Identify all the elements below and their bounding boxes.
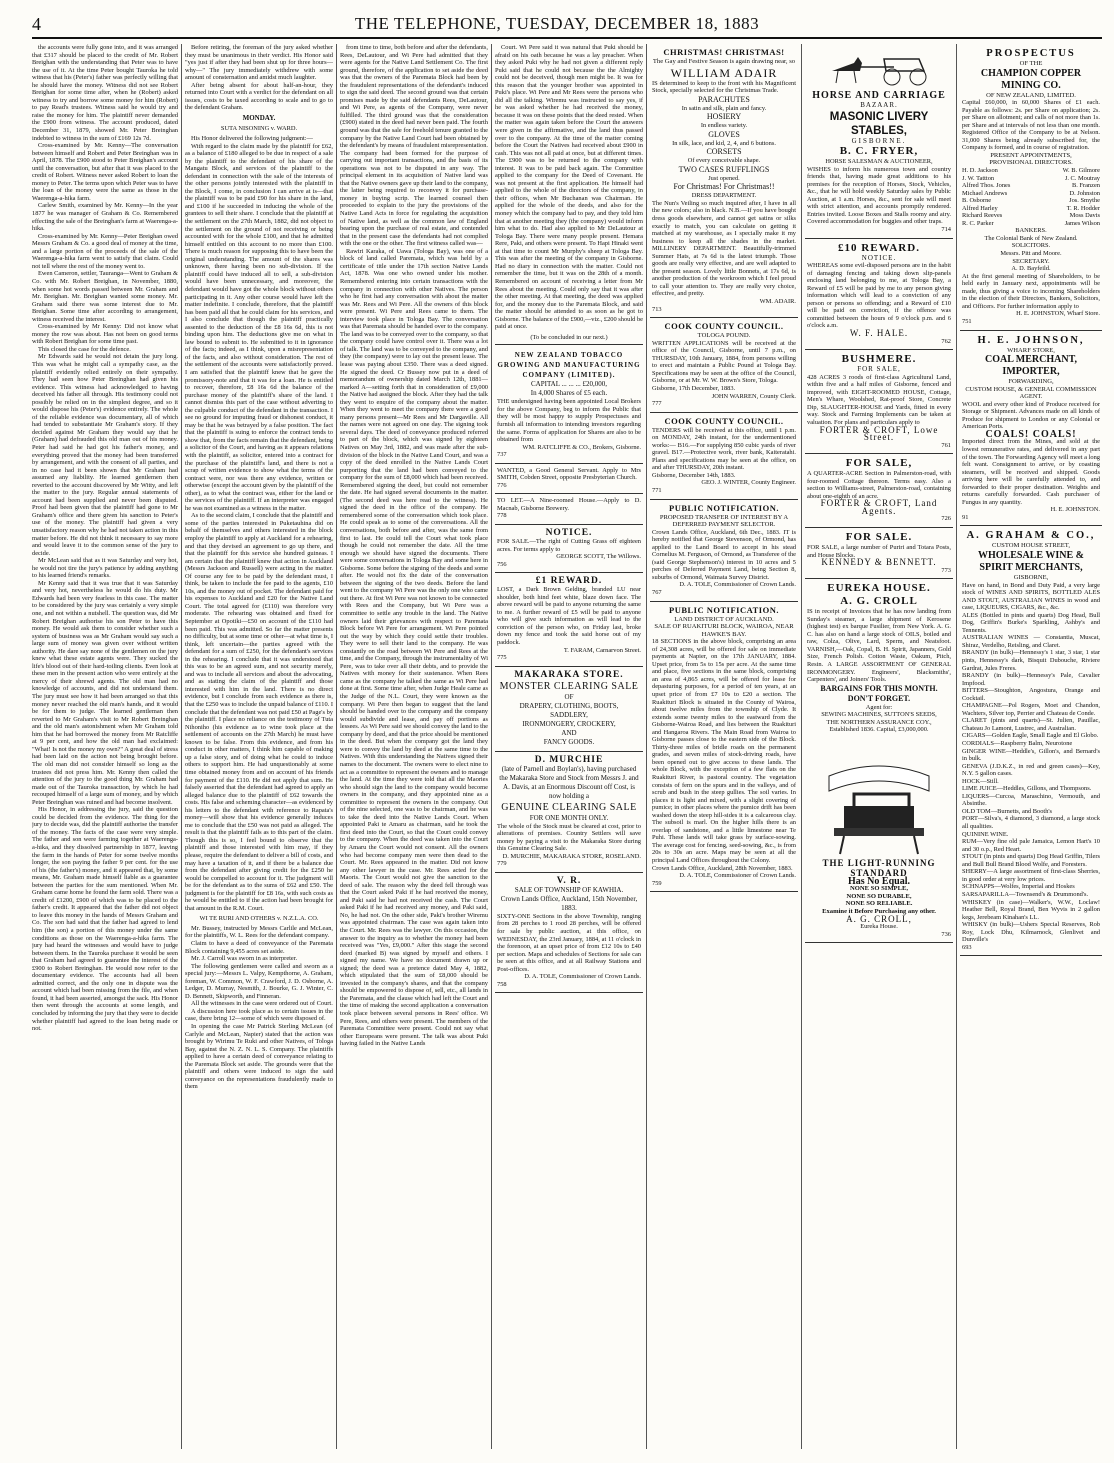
ad-body: The Nun's Veiling so much inquired after, I have in all the new colors; also in black. N.B.—If you have bought dress goods elsewhere, and cannot get satins or silks exactly to match, you can calculate on getting it matched at my warehouse, as I specially make it my business to keep all the shades in the market. MILLINERY DEPARTMENT. Beautifully-trimmed Summer Hats, at 7s 6d is the latest triumph. Those goods are really very effective, and are well adapted to the present season. Lovely little Bonnets, at 17s 6d, is another production of the workroom which I feel proud to call your attention to. They are really very choice, effective, and pretty. bbox=[652, 199, 796, 298]
horse-carriage-icon bbox=[824, 49, 934, 87]
price-list-item: BITTERS—Stoughton, Angostura, Orange and Cocktail. bbox=[962, 687, 1100, 702]
continued-note: (To be concluded in our next.) bbox=[530, 333, 608, 341]
ad-body: TO LET.—A Nine-roomed House.—Apply to D. Macnab, Gisborne Brewery. bbox=[497, 497, 641, 512]
article-paragraph: The following gentlemen were called and sworn as a special jury:—Messrs L. Valpy, Kempthorne, A. Graham, foreman, W. Common, W. F. Crawford, J. D. Osborne, A. Ledger, D. Murray, Nesmith, J. Bourke, G. J. Winter, C. D. Bennett, Skipworth, and Finneran. bbox=[185, 962, 333, 1000]
article-paragraph: Before retiring, the foreman of the jury asked whether they must be unanimous in their verdict. His Honor said "yes just if after they had been shut up for three hours—why—" The jury immediately withdrew with some amount of consternation and amidst much laughter. bbox=[185, 44, 333, 82]
ad-body: WRITTEN APPLICATIONS will be received at the office of the Council, Gisborne, until 7 p.m., on THURSDAY, 10th January, 1884, from persons willing to erect and maintain a Public Pound at Tologa Bay. Specifications may be seen at the office of the Council, Gisborne, or at Mr. W. W. Brown's Store, Tologa. bbox=[652, 339, 796, 385]
ad-title: FOR SALE, bbox=[845, 457, 913, 470]
ad-signature: GEORGE SCOTT, The Willows. bbox=[556, 553, 641, 561]
column-6 bbox=[805, 44, 953, 1449]
ad-subtitle: CUSTOM HOUSE, & GENERAL COMMISSION AGENT. bbox=[965, 385, 1097, 401]
ad-title: PUBLIC NOTIFICATION. bbox=[669, 604, 779, 615]
article-paragraph: His Honor delivered the following judgment:— bbox=[191, 135, 313, 143]
ad-subtitle: NOTICE. bbox=[861, 253, 897, 262]
column-rule bbox=[491, 44, 492, 1449]
ad-item: THE NORTHERN ASSURANCE COY., bbox=[826, 718, 932, 726]
column-rule bbox=[336, 44, 337, 1449]
ad-number: 776 bbox=[497, 481, 507, 489]
article-paragraph: Mr. J. Carroll was sworn in as interpreter. bbox=[191, 955, 298, 963]
ad-headline: COALS! COALS! bbox=[985, 428, 1077, 440]
advertisement bbox=[495, 752, 643, 873]
article-paragraph: After being absent for about half-an-hour, they returned into Court with a verdict for the defendant on all issues, costs to be taxed according to scale and to go to the defendant Graham. bbox=[185, 81, 333, 112]
column-5 bbox=[650, 44, 798, 1449]
ad-signature: FORTER & CROFT, Lowe Street. bbox=[819, 424, 939, 443]
ad-item: HOSIERY bbox=[706, 112, 742, 122]
ad-headline: CHAMPION COPPER MINING CO. bbox=[980, 67, 1082, 91]
price-list-item: PORT—Silva's, 4 diamond, 3 diamond, a large stock all qualities. bbox=[962, 815, 1100, 831]
section-heading: MONDAY. bbox=[242, 113, 276, 122]
ad-item: For Christmas! For Christmas!! bbox=[673, 182, 775, 192]
director-name: T. R. Hodder bbox=[1066, 204, 1100, 212]
ad-signature: FORTER & CROFT, Land Agents. bbox=[820, 498, 938, 516]
price-list-item: WHISKEY (in case)—Walker's, W.W., Loclaw! Heather Bell, Royal Brand, Ben Wyvis in 2 gallon kegs, Jerebeam Kinahan's LL. bbox=[962, 898, 1100, 921]
advertisement bbox=[650, 318, 798, 412]
column-rule bbox=[956, 44, 957, 1449]
ad-name: B. C. FRYER, bbox=[839, 145, 919, 158]
ad-place: Eureka House. bbox=[860, 923, 898, 931]
ad-line: SADDLERY, bbox=[550, 710, 588, 719]
ad-body: WISHES to inform his numerous town and country friends that, having made great additions to his premises for the reception of Horses, Stock, Vehicles, &c., that he will hold weekly Saturday sales by Public Auction, at 1 a.m. Horses, &c., sent for sale will meet with strict attention, and accounts promptly rendered. Entries invited. Loose Boxes and Stalls roomy and airy. Covered accommodation for buggies and other traps. bbox=[807, 165, 951, 226]
ad-subtitle: WHARF STORE, bbox=[1007, 346, 1055, 354]
ad-item: TWO CASES RUFFLINGS bbox=[678, 164, 770, 174]
ad-body: 428 ACRES 3 roods of first-class Agricultural Land, within five and a half miles of Gisborne, fenced and improved, with EIGHT-ROOMED HOUSE, Cottage, Men's Whare, Woolshed, Rat-proof Store, Concrete Dip, SLAUGHTER-HOUSE and Yards, fitted in every way. Stock and Farming Implements can be taken at valuation. For plans and particulars apply to bbox=[807, 373, 951, 426]
ad-signature: D. MURCHIE, MAKARAKA STORE, ROSELAND. bbox=[502, 852, 641, 860]
case-heading: WI TE RURI AND OTHERS v. N.Z.L.A. CO. bbox=[199, 915, 319, 923]
director-row bbox=[962, 205, 1100, 213]
ad-body: FOR SALE.—The right of Cutting Grass off eighteen acres. For terms apply to bbox=[497, 537, 641, 553]
ad-role: HORSE SALESMAN & AUCTIONEER, bbox=[825, 158, 933, 166]
advertisement bbox=[960, 526, 1102, 956]
ad-body: Have on hand, in Bond and Duty Paid, a very large stock of WINES AND SPIRITS, BOTTLED ALES AND STOUT, AUSTRALIAN WINES in wood and case, LIQUEURS, CIGARS, &c., &c. bbox=[962, 581, 1100, 612]
ad-place: GISBORNE. bbox=[851, 136, 907, 145]
ad-item: PARACHUTES bbox=[698, 94, 750, 104]
director-name: Alfred Thos. Jones bbox=[962, 182, 1011, 190]
ad-number: 779 bbox=[497, 860, 507, 868]
ad-item: Agent for: bbox=[865, 703, 893, 711]
ad-body: 18 SECTIONS in the above block, comprising an area of 24,308 acres, will be offered for sale on immediate payments at Napier, on the 17th JANUARY, 1884. Upset price, from 5s to 15s per acre. At the same time and place, five sections in the same block, comprising an area of 4,865 acres, will be offered for lease for depasturing purposes, for a period of ten years, at an upset price of from £7 10s to £20 a section. The Ruakituri Block is situated in the County of Wairoa, about twelve miles from the township of Clyde. It extends some twenty miles to the eastward from the Gisborne-Wairoa Road, and lies between the Ruakituri and Hangaroa Rivers. The Main Road from Wairoa to Gisborne passes close to the eastern side of the Block. Thirty-three miles of bridle roads on the permanent grades, and seven miles of stock-driving roads, have been opened out to give access to these lands. The whole Block, with the exception of a few flats on the Ruakituri River, is pastoral country. The vegetation consists of fern on the spurs and in the valleys, and of scrub and bush in the steep gullies. The soil varies. In places it is light and mixed, with a slight covering of pumice; in other places where the pumice drift has been washed down the steep hill-sides it is a calcareous clay. The subsoil is marl. On the higher hills there is an overlap of sandstone, and a little limestone near Te Puhi. These lands will take grass by surface-sowing. The average cost for fencing, seed-sowing, &c., is from 20s to 30s an acre. Maps may be seen at all the principal Land Offices throughout the Colony. bbox=[652, 638, 796, 865]
ad-line: FANCY GOODS. bbox=[543, 737, 595, 746]
ad-number: 737 bbox=[497, 451, 507, 459]
ad-item: In endless variety. bbox=[700, 122, 748, 130]
ad-body: At the first general meeting of Shareholders, to be held early in January next, appointments will be made, thus giving a voice to incoming Shareholders in the election of their Directors, Bankers, Solicitors, and Officers. For further information apply to bbox=[962, 272, 1100, 310]
article-paragraph: In opening the case Mr Patrick Sterling McLean (of Carlyle and McLean, Napier) stated that the action was brought by Wirimu Te Ruki and other Natives, of Tologa Bay, against the N. Z. N. L. S. Company. The plaintiffs applied to have a certain deed of conveyance relating to the Paremata Block set aside. The grounds were that the plaintiff and others were induced to sign the said conveyance on the representations fraudulently made to them bbox=[185, 1023, 333, 1091]
ad-item: In silk, lace, and kid, 2, 4, and 6 buttons. bbox=[672, 139, 776, 147]
ad-title: D. MURCHIE bbox=[534, 754, 604, 765]
divider bbox=[495, 344, 643, 345]
advertisement bbox=[495, 667, 643, 752]
director-name: J. C. Moutray bbox=[1064, 174, 1100, 182]
advertisement bbox=[650, 413, 798, 500]
ad-item: PRESENT APPOINTMENTS, bbox=[990, 151, 1072, 159]
ad-title: NOTICE. bbox=[545, 527, 593, 538]
ad-number: 758 bbox=[497, 980, 507, 988]
price-list-item: CLARET (pints and quarts)—St. Julien, Pauillac, Chateau Jo Lamont, Lustrec, and Australian. bbox=[962, 717, 1100, 732]
article-paragraph: Mr McLean said that as it was Saturday and very hot, he would not tire the jury's patience by adding anything to his learned friend's remarks. bbox=[32, 557, 178, 580]
ad-subtitle: The Gay and Festive Season is again drawing near, so bbox=[652, 58, 796, 65]
ad-item: Just opened. bbox=[708, 174, 740, 182]
director-name: B. Osborne bbox=[962, 197, 992, 205]
director-name: Jos. Smythe bbox=[1069, 197, 1100, 205]
ad-item: The Colonial Bank of New Zealand. bbox=[984, 234, 1078, 242]
article-paragraph: Court. Wi Pere said it was natural that Puki should be afraid on his oath because he was a lay preacher. When they asked Puki why he had not given a different reply Puki said that he could not because the the Almighty could not be deceived, though men might be. It was for this reason that the younger brother was appointed in Puki's place. Wi Pere and Mr Rees were the persons who did all the talking. Wiremu was instructed to say yes, if he was asked whether he had received the money, because it was on these points that the deed rested. When the matter was again taken before the Court the answers were given in the affirmative, and the land thus passed over to the company. At the time of the matter coming before the Court the Natives had received about £900 in cash. This was not all paid at once, but at different times. The £900 was to be returned to the company with interest. It was to be paid back again. The Committee applied to the company for the Deed of Covenant. He was not present at the first application. He himself had applied to the whole of the directors of the company, in their offices, when Mr Buchanan was Chairman. He applied for the whole of the deeds, and also for the money which the company had to pay, and they told him that at another meeting they (the company) would inform him what to do. Had also applied to Mr DeLautour at Tologa Bay. There were many people present. Hemara Rere, Paki, and others were present. To Hapi Hinaki went at that time to count Mr Murphy's sheep at Tologa Bay. This was after the meeting of the company in Gisborne. Had no diary in connection with the matter. Could not remember the time, but it was on the 28th of a month. Remembered on account of receiving a letter from Mr Rees about the meeting. Could only say that it was after the other meeting. At that meeting, the deed was applied for, and the money due to the Paremata Block, and said the matter should be attended to as soon as he got to Gisborne. The balance of the £900,—viz., £200 should be paid at once. bbox=[495, 44, 643, 331]
price-list-item: AUSTRALIAN WINES — Constantia, Muscat, Shiraz, Verdelho, Reisling, and Claret. bbox=[962, 634, 1100, 649]
article-paragraph: As to the second claim, I conclude that the plaintiff and some of the parties interested in Puketauhina did on behalf of themselves and others interested in the block employ the plaintiff to apply at Auckland for a rehearing, and that they devised an agreement to go up there, and that the plaintiff for this service she hundred guineas. I am certain that the plaintiff knew that action in Auckland (Messrs Jackson and Russell) were acting in the matter. Of course any fee to be paid by the defendant must, I think, be taken to include the fee paid to the agents, £10 10s, and the money out of pocket. The defendant paid for his expenses to Auckland and £20 for the Native Land Court. The total agreed for (£110) was therefore very moderate. The rehearing was obtained and fixed for September at Opotiki—£50 on account of the £110 had been paid. This was admitted. So far the matter presents no difficulty, but at some time or other—at what time is, I think, left uncertain—the parties agreed with the defendant for a sum of £250, for the defendant's services in the rehearing. I conclude that it was understood that this was to be an agreed sum, and not security merely, and was to include all services and about the advocating, and as stating the claim of the plaintiff and those interested with him in the land. There is no direct evidence, but I conclude from such evidence as there is, that the £250 was to include the unpaid balance of £110. I conclude that the defendant was not paid £50 at Page's by the plaintiff. I place no reliance on the testimony of Tuta Nihoniho (his evidence as to wine took place at the settlement of accounts on the 27th March) he must have known to be false. From this evidence, and from his conduct in other matters, I think him capable of making up a false story, and of doing what he could to induce others to support him. He had unquestionably at some time obtained money from and on account of his friends for payment of the £110. He did not apply that sum. He falsely asserted that the defendant had agreed to apply an alleged balance due to the plaintiff of £62 towards the costs. His false and scheming character—as evidenced by his letters to the defendant with reference to Rapata's money—will show that his evidence generally induces me to conclude that the £50 was not paid as alleged. The result is that the plaintiff fails as to this part of the claim. Though this is so, I feel bound to observe that the plaintiff and those interested with him may, if they please, require the defendant to deliver a bill of costs, and may have a taxation of it, and if there be a balance due from the defendant after giving credit for the £250 he would be compelled to account for it. The judgment will be for the defendant as to the sums of £62 and £50. The judgment is for the plaintiff for £8 16s, with such costs as he would be entitled to if the action had been brought for that amount in the R.M. Court. bbox=[185, 512, 333, 912]
ad-subtitle: CUSTOM HOUSE STREET, bbox=[992, 542, 1070, 550]
ad-signature: KENNEDY & BENNETT. bbox=[821, 557, 937, 568]
ad-number: 777 bbox=[652, 400, 662, 408]
ad-title: £10 REWARD. bbox=[838, 241, 920, 254]
ad-body: IS determined to keep to the front with his Magnificent Stock, specially selected for the Christmas Trade. bbox=[652, 79, 796, 95]
advertisement bbox=[650, 500, 798, 602]
column-rule bbox=[646, 44, 647, 1449]
director-name: J. W. Tattton bbox=[962, 174, 995, 182]
ad-body: Imported direct from the Mines, and sold at the lowest remunerative rates, and delivered in any part of the town. The Forwarding Agency will meet a long felt want. Consignment to arrive, or by coasting steamers, will be received and shipped. Goods arriving here will be carefully attended to, and forwarded to their proper destination. Weights and returns carefully forwarded. Cash purchaser of Fungus in any quantity. bbox=[962, 438, 1100, 506]
advertisement bbox=[495, 464, 643, 495]
article-paragraph: Mr Edwards said he would not detain the jury long. This was what he might call a sympathy case, as the plaintiff evidently relied entirely on their sympathy. They had seen how Peter Breinghan had given his evidence. This witness had acknowledged to having deceived his father all through. His testimony could not possibly be relied on in the simplest degree, and so it would dispose his (Peter's) evidence entirely. The whole of the reliable evidence was documentary, all of which had tended to substantiate Mr Graham's story. If they decided against Mr Graham they would say that he (Graham) had defrauded this old man out of his money. Peter had said he had got his father's money, and everything proved that the money had been transferred by arrangement, and with the consent of all parties, and in no case had it been shown that Mr Graham had assumed any liability. He learned gentlemen then reverted to the account discovered by Mr Witty, and left the matter to the jury. Regular annual statements of account had been supplied and never been disputed. Proof had been given that the plaintiff had gone to Mr Graham's office and there given his sanction to Peter's use of the money. The plaintiff had given a very unsatisfactory reason why he had not taken action in this matter before. He did not think it necessary to say more and would leave it to the common sense of the jury to decide. bbox=[32, 353, 178, 557]
ad-headline: COAL MERCHANT, IMPORTER, bbox=[984, 354, 1078, 378]
price-list-item: LIQUERS—Curcoa, Maraschino, Vermouth, and Absinthe. bbox=[962, 792, 1100, 808]
ad-item: SEWING MACHINES, SUTTON'S SEEDS, bbox=[821, 711, 937, 719]
ad-signature: WM. ADAIR. bbox=[759, 298, 796, 306]
ad-number: 726 bbox=[941, 515, 951, 523]
price-list-item: SCHNAPPS—Wolfes, Imperial and Hoskes bbox=[962, 883, 1075, 891]
ad-footer-line: NONE SO DURABLE, bbox=[846, 892, 912, 900]
ad-signature: D. A. TOLE, Commissioner of Crown Lands. bbox=[679, 581, 796, 589]
ad-signature: D. A. TOLE, Commissioner of Crown Lands. bbox=[524, 973, 641, 981]
ad-item: SECRETARY. bbox=[1012, 257, 1050, 265]
article-paragraph: Cross-examined by Mr Kenny: Did not know what money the row was about. Has not been on good terms with Robert Breighan for some time past. bbox=[32, 323, 178, 346]
column-rule bbox=[181, 44, 182, 1449]
ad-number: 762 bbox=[941, 337, 951, 345]
column-rule bbox=[801, 44, 802, 1449]
ad-line: Crown Lands Office, Auckland, 15th November, 1883. bbox=[500, 894, 638, 912]
ad-name: A. G. CROLL bbox=[840, 595, 918, 608]
ad-date: Gisborne, 17th December, 1883. bbox=[652, 384, 736, 392]
ad-item: PROVISIONAL DIRECTORS. bbox=[989, 159, 1073, 167]
director-name: H. D. Jackson bbox=[962, 167, 998, 175]
ad-line: IRONMONGERY, CROCKERY, bbox=[522, 719, 616, 728]
ad-body: WANTED, a Good General Servant. Apply to Mrs SMITH, Cobden Street, opposite Presbyterian Church. bbox=[497, 466, 641, 482]
ad-footer-line: NONE SO SIMPLE, bbox=[849, 885, 909, 893]
ad-signature: H. E. JOHNSTON, Wharf Store. bbox=[1016, 310, 1100, 318]
ad-title: MAKARAKA STORE. bbox=[514, 669, 624, 680]
ad-title: PUBLIC NOTIFICATION. bbox=[669, 502, 779, 513]
price-list-item: BRANDY (in bulk)—Hennessy's 1 star, 3 star, 1 star pints, Hennessy's dark, Bisquit Dubouche, Riviere Gardrat, Jules Freres. bbox=[962, 649, 1100, 672]
ad-body: SIXTY-ONE Sections in the above Township, ranging from 28 perches to 1 rood 28 perches, will be offered for sale by public auction, at this office, on WEDNESDAY, the 23rd January, 1884, at 11 o'clock in the forenoon, at an upset price of from £12 10s to £40 per section. Maps and schedules of Sections for sale can be seen at this office, and at all Railway Stations and Post-offices. bbox=[497, 912, 641, 973]
ad-headline: WHOLESALE WINE & SPIRIT MERCHANTS, bbox=[978, 549, 1084, 573]
ad-place: GISBORNE, bbox=[1013, 573, 1049, 581]
price-list-item: CIGARS—Golden Eagle, Small Eagle and El Globo. bbox=[962, 732, 1099, 740]
ad-number: 751 bbox=[962, 317, 972, 325]
price-list-item: HOCK—Still. bbox=[962, 777, 999, 785]
ad-number: 761 bbox=[941, 441, 951, 449]
ad-title: H. E. JOHNSON, bbox=[977, 334, 1085, 346]
ad-number: 713 bbox=[652, 305, 662, 313]
ad-banner: THE LIGHT-RUNNING STANDARD bbox=[822, 857, 936, 878]
advertisement bbox=[960, 331, 1102, 527]
ad-body: Crown Lands Office, Auckland, 6th Dec., 1883. IT is hereby notified that George Stevenson, of Ormond, has applied to the Land Board to accept in his stead Cornelius M. Ferguson, of Ormond, as Transferee of the (said George Stephenson's) interest in 10 acres and 5 perches of Deferred Payment Land, being Section 8, suburbs of Ormond, Waimata Survey District. bbox=[652, 528, 796, 581]
price-list-item: STOUT (in pints and quarts) Dog Head Griffin, Tilers and Bull Bull Brand Blood Wolfe, and Foresters. bbox=[962, 853, 1100, 868]
column-1 bbox=[32, 44, 178, 1449]
ad-title: CHRISTMAS! CHRISTMAS! bbox=[663, 47, 785, 57]
advertisement bbox=[805, 528, 953, 579]
ad-title: COOK COUNTY COUNCIL. bbox=[664, 415, 784, 426]
ad-signature: A. G. CROLL, bbox=[846, 913, 912, 924]
ad-line: AND bbox=[561, 728, 577, 737]
director-name: W. B. Gilmore bbox=[1062, 167, 1100, 175]
column-2 bbox=[185, 44, 333, 1449]
price-list-item: OLD TOM—Burnetts, and Booth's bbox=[962, 807, 1053, 815]
column-7 bbox=[960, 44, 1102, 1449]
ad-signature: T. FARAM, Carnarvon Street. bbox=[563, 646, 641, 654]
article-paragraph: the accounts were fully gone into, and it was arranged that £317 should be placed to the credit of Mr. Robert Breighan with the understanding that Peter was to have the use of it. At the time Peter bought Tauroka he told witness that his (Peter's) father was perfectly willing that he should have the money. Witness did not see Robert Breighan for some time after, when he (Robert) asked witness to try and borrow some money for him (Robert) to pay Read's trustees. Witness said he would try and raise the money for him. The plaintiff never demanded the £900 from witness. The account produced, dated December 31, 1879, showed Mr. Peter Breinghan indebted to witness in the sum of £169 12s 7d. bbox=[32, 44, 178, 142]
article-paragraph: Rawiri Karaka, of Uawa (Tologa Bay), was one of a block of land called Paremata, which was held by a certificate of title under the 17th section Native Lands Act, 1878. Was one who owned under his mother. Remembered entering into certain transactions with the company in connection with other Natives. The person who he first had any conversation with about the matter was Mr. Rees and Wi Pere. All the owners of this block were present. Wi Pere and Rees came to them. The interview took place in Tologa Bay. The conversation was that Paremata should be handed over to the company. The land was to be conveyed over to the company, so that the company could have control over it. There was a lot of talk. The land was to be conveyed to the company, and they (the company) were to lay out the present lease. The lease was paying about £350. There was a deed signed. He signed the deed. Cr Bussey now put in a deed of memorandum of ownership dated March 12th, 1881—marked A—setting forth that in consideration of £9,000 the Native had assigned the block. After they had the talk they went to enquire of the company about the matter. When they went to meet the company there were a good many persons present—Mr Rees and Mr Dargaville. All the names were not agreed on one day. The signing took several days. The deed of conveyance produced referred to part of the block, which was signed by eighteen Natives on May 3rd, 1882, and was made after the sub-division of the block in the Native Land Court, and was a copy of the deed enrolled in the Native Lands Court purporting that the land had been conveyed to the company for the sum of £8,000 which had been received. Remembered signing the deed, but could not remember the date. He had signed several documents in the matter. (The second deed was here read to the witness). He signed the deed in the office of the company. He remembered some of the conversation which took place. He could speak as to some of the conversations. All the conversations, both before and after, was the same from first to last. He could tell the Court what took place though he could not remember the date. All the time enough we should have signed the documents. There were some conversations in Tologa Bay and some here in Gisborne. Some before the signing of the deeds and some after. He would not fix the date of the conversation between the signing of the two deeds. Before the land went to the company Wi Pere was the only one who came out there. At first Wi Pere was not known to be connected with Rees and the Company, but Wi Pere was a committee to settle any trouble in the land. The Native owners laid their grievances with respect to Paremata Block before Wi Pere for arrangement. Wi Pere pointed out the way by which they could settle their troubles. They were to sell their land to the company. He was constantly on the road between Wi Pere and Rees at the time, and the Company, through the instrumentality of Wi Pere, was to take over all their debts, and to provide the Natives with money for their sustenance. When Rees came as the company he talked the same as Wi Pere had done at first. Some time after, when Judge Heale came as the Judge of the N.L. Court, they were known as the company. Wi Pere then began to suggest that the land should be handed over to the company and the company would subdivide and lease, and pay off portions as lessees. As Wi Pere said we should convey the land to the company by deed, and that the price should be mentioned in the deed. But when the company got the land they were to convey the land by deed at the same time to the Natives. With this understanding the Natives signed their names to the document. The owners were to elect nine to act as a committee to represent the owners and to manage the land. At the time they were told that all the Maories who should sign the land to the company would become owners in the company, and they appointed nine as a committee to represent the owners in the company. Out of the nine selected, one was to be chairman, and he was to take the deed into the Native Lands Court. When appointed Paki te Amaru as chairman, said he took the first deed into the Court, so that the Court could convey to the company. When the deed was taken into the Court by Amaru the Court would not consent. All the owners who had become company men were then dead to the Court. Mr. Rees appeared in the matter. Did not know any other lawyer in the case. Mr. Rees acted for the Maoris. The Court would not give the sanction to the deed of sale. The reason why the deed fell through was that the Court asked Paki if he had received the money, and Paki said he had not received the cash. The Court asked Paki if he had received any money, and Paki said, No, he had not. On the other side, Paki's brother Wiremu was appointed chairman. The case was again taken into the Court. Mr. Rees was the lawyer. On this occasion, the answer to the inquiry as to whether the money had been received was "Yes, £9,000." After this stage the second deed (marked B) was signed by myself and others. I signed my name. We have no document drawn up or signed; the deed was a pretence dated May 4, 1882, which stipulated that the sum of £8,000 should be invested in the company's shares, and that the company should be empowered to dispose of, sell, etc., all lands in the Paremata, and the clause which had left the Court and the time of making the second application a conversation took place between several persons in Rees' office. Wi Pere, Rees, and others were present. The members of the Paremata Committee were present. Could not say what other Europeans were present. The talk was about Puki having failed in the Native Lands bbox=[340, 247, 488, 1048]
ad-number: 771 bbox=[652, 486, 662, 494]
article-paragraph: Mr Kenny said that it was true that it was Saturday and very hot, nevertheless he would do his duty. Mr Edwards had been very fearless in this case. The matter to be considered by the jury was certainly a very simple one, and not within a nutshell. The question was, did Mr Robert Breighan authorise his son Peter to have this money. He would ask them to consider whether such a system of business was as Mr Graham would say such a large sum of money was given over without written authority. He dare say none of the gentlemen on the jury knew what these estate agents were. They sucked the life's blood out of their hard-toiling clients. Even look at these men in the present action who were entirely at the mercy of their shrewd agents. The old man had no knowledge of accounts, and did not understand them. The jury must see how it had been arranged so that this money never reached the old man's hands, and it would be for them to judge. The learned gentleman then reverted to Mr Graham's visit to Mr Robert Breinghan and the old man's astonishment when Mr Graham told him that he had borrowed the money from Mr Ratcliffe at 9 per cent, and how the old man had exclaimed: "What! Is not the money my own?" A great deal of stress had been laid on the action not being brought before. The old man did not consider himself so long as the trustees did not press him. Mr. Kenny then called the attention of the jury to the good thing Mr. Graham had made out of the Tauroka transaction, by which he had recouped himself of a large sum of money, and by which Peter Breinghan was ruined and had become insolvent. bbox=[32, 579, 178, 806]
article-paragraph: Cross-examined by Mr. Kenny—Peter Breighan owed Messrs Graham & Co. a good deal of money at the time, and a large portion of the proceeds of the sale of the Waerenga-a-hika farm went to satisfy that claim. Could not tell where the rest of the money went to. bbox=[32, 232, 178, 270]
case-heading: SUTA NISONING v. WARD. bbox=[220, 125, 298, 133]
price-list-item: SARSAPARILLA—Townsend's & Drummond's. bbox=[962, 890, 1089, 898]
ad-title: COOK COUNTY COUNCIL. bbox=[664, 321, 784, 332]
ad-line: GENUINE CLEARING SALE bbox=[501, 801, 637, 813]
advertisement bbox=[495, 494, 643, 525]
ad-item: CORSETS bbox=[706, 147, 742, 157]
ad-title: BUSHMERE. bbox=[841, 353, 917, 366]
director-row bbox=[962, 182, 1100, 190]
price-list-item: LIME JUICE—Heddles, Gillons, and Thompsons. bbox=[962, 785, 1092, 793]
ad-number: 736 bbox=[941, 930, 951, 938]
ad-signature: D. A. TOLE, Commissioner of Crown Lands. bbox=[679, 872, 796, 880]
ad-line: (late of Parnell and Boylan's), having purchased the Makaraka Store and Stock from Messrs J. and A. Davis, at an Enormous Discount off Cost, is now holding a bbox=[499, 764, 639, 800]
advertisement bbox=[960, 44, 1102, 331]
director-row bbox=[962, 197, 1100, 205]
article-paragraph: All the witnesses in the case were ordered out of Court. bbox=[191, 1000, 333, 1008]
ad-tagline: Has No Equal. bbox=[848, 875, 910, 887]
ad-body: WHEREAS some evil-disposed persons are in the habit of damaging fencing and taking down slip-panels enclosing land belonging to me, at Tologa Bay, a Reward of £5 will be paid by me to any person giving information which will lead to a conviction of any person or persons so offending; and a Reward of £10 will be paid on conviction, if the offence was committed between the hours of 9 o'clock p.m. and 6 o'clock a.m. bbox=[807, 262, 951, 330]
ad-title: £1 REWARD. bbox=[535, 576, 603, 587]
article-paragraph: Cross-examined by Mr. Kenny—The conversation between himself and Robert and Peter Breinghan was in April, 1878. The £900 stood to Peter Breighan's account until the conversation, but after that it was placed to the credit of Robert. Witness never asked Robert to loan the money to Peter. The terms upon which Peter was to have the loan of the money were the same as those in the Waerenga-a-hika farm. bbox=[32, 142, 178, 202]
ad-body: A QUARTER-ACRE Section in Palmerston-road, with four-roomed Cottage thereon. Terms easy. Also a section to Williams-street, Palmerston-road, containing about one-eighth of an acre. bbox=[807, 470, 951, 500]
ad-title: FOR SALE. bbox=[845, 530, 913, 543]
article-paragraph: Ewen Cameron, settler, Tauranga—Went to Graham & Co. with Mr. Robert Breighan, in November, 1880, when some hot words passed between Mr. Graham and Mr. Breighan. Mr. Breighan wanted some money. Mr. Graham said there was some interest due to Mr. Breighan. Some time after according to arrangement, witness received the interest. bbox=[32, 270, 178, 323]
ad-signature: GEO. J. WINTER, County Engineer. bbox=[701, 479, 796, 487]
ad-footer-line: Examine it Before Purchasing any other. bbox=[822, 908, 936, 915]
price-list-item: RUM—Very fine old pale Jamaica, Lemon Hart's 10 and 30 o.p., Red Heart. bbox=[962, 838, 1100, 853]
advertisement bbox=[805, 44, 953, 239]
column-3 bbox=[340, 44, 488, 1449]
ad-item: Messrs. Pitt and Moore. bbox=[1000, 250, 1062, 258]
ad-line: CAPITAL ... ... ... £20,000, bbox=[531, 380, 607, 389]
ad-body: The whole of the Stock must be cleared at cost, prior to alterations of premises. Country Settlers will save money by paying a visit to the Makaraka Store during this Genuine Clearing Sale. bbox=[497, 822, 641, 853]
ad-subtitle: OF NEW ZEALAND, LIMITED. bbox=[986, 91, 1076, 99]
director-name: James Wilson bbox=[1064, 219, 1100, 227]
ad-item: BARGAINS FOR THIS MONTH. bbox=[820, 683, 938, 693]
advertisement bbox=[495, 873, 643, 993]
ad-number: 759 bbox=[652, 879, 662, 887]
ad-item: BANKERS. bbox=[1015, 227, 1047, 235]
article-paragraph: Mr. Bussey, instructed by Messrs Carlile and McLean, for the plaintiffs, W. L. Rees for the defendant company. bbox=[185, 924, 333, 940]
ad-number: 693 bbox=[962, 943, 972, 951]
ad-headline: MASONIC LIVERY STABLES, bbox=[829, 110, 929, 137]
article-paragraph: Claim to have a deed of conveyance of the Paremata Block containing 9,455 acres set aside. bbox=[185, 939, 333, 955]
director-row bbox=[962, 175, 1100, 183]
director-row bbox=[962, 167, 1100, 175]
ad-item: Established 1836. Capital, £3,000,000. bbox=[829, 726, 929, 734]
price-list-item: CORDIALS—Raspberry Balm, Neurotone bbox=[962, 740, 1073, 748]
director-name: Richard Reeves bbox=[962, 212, 1003, 220]
ad-subtitle: TOLOGA POUND. bbox=[697, 332, 751, 340]
article-paragraph: His Honor, in addressing the jury, said the question could be decided from the evidence. The thing for the jury to decide was, did the plaintiff authorise the transfer of the money. The facts of the case were very simple. The father and son were farming together at Waerenga-a-hika, and they dissolved partnership in 1877, leaving the farm in the hands of Peter for some twelve months longer, the son paying the father 9 per cent. for the use of his (the father's) money, and it appeared that, by some means, Mr. Graham made himself liable as a guarantee between the parties for the sum mentioned. When Mr. Graham came home he found the farm sold. There was a credit of £1200, £900 of which was to be placed to the father's credit. It appeared that the father did not object to leave this money in the hands of Messrs Graham and Co. The son had said that the father had agreed to lend him (the son) a portion of this money under the same conditions as those on the Waerenga-a-hika farm. The jury had heard the witnesses and would have to judge between them. In the Tauroka purchase it would be seen that Graham had agreed to guarantee the interest of the £900 to Robert Breinghan. He would now refer to the documentary evidence. The accounts had all been admitted correct, and the only one in dispute was the account which had been missing from the file, and when found, it had been asserted, amongst the sack. His Honor then went through the accounts at some length, and concluded by informing the jury that they were to decide whether plaintiff had agreed to the loan being made or not. bbox=[32, 806, 178, 1033]
price-list-item: BRANDY (in bulk)—Hennessy's Pale, Cavalier Impfood. bbox=[962, 672, 1100, 687]
director-row bbox=[962, 220, 1100, 228]
ad-footer-line: NONE SO RELIABLE. bbox=[845, 900, 913, 908]
ad-line: MONSTER CLEARING SALE bbox=[499, 680, 639, 692]
page-number: 4 bbox=[32, 14, 41, 34]
masthead: THE TELEPHONE, TUESDAY, DECEMBER 18, 1883 bbox=[354, 14, 760, 33]
director-name: Michael Andrews bbox=[962, 189, 1008, 197]
ad-signature: W. F. HALE. bbox=[849, 328, 909, 339]
price-list-item: WHISKY (in bulk)—Ushers Special Reserves, Rob Roy, Lock Dhu, Kilmarnock, Glenlivet and Dunville's bbox=[962, 921, 1100, 944]
ad-body: FOR SALE, a large number of Puriri and Totara Posts, and House Blocks. bbox=[807, 543, 951, 559]
ad-number: 775 bbox=[497, 654, 507, 662]
masthead-rule bbox=[32, 37, 1102, 39]
advertisement bbox=[805, 454, 953, 528]
ad-subtitle: FOR SALE, bbox=[857, 365, 901, 374]
ad-body: IS in receipt of Invoices that he has now landing from Sunday's steamer, a large shipment of Kerosene (highest test) ex barque Fusilier, from New York. A. G. C. has also on hand a large stock of OILS, boiled and raw, Colza, Olive, Lard, Sperm, and Neatsfoot. VARNISH,—Oak, Copal, B. H. Spirit, Japanners, Gold Size, French Polish. Cotton Waste, Oakum, Pitch, Resin. A LARGE ASSORTMENT OF GENERAL IRONMONGERY. Engineers', Blacksmiths', Carpenters', and Joiners' Tools. bbox=[807, 608, 951, 684]
price-list-item: GINGER WINE—Heddle's, Gillon's, and Bernard's in bulk. bbox=[962, 747, 1100, 763]
ad-subtitle: OF THE bbox=[1019, 60, 1043, 67]
ad-body: THE undersigned having been appointed Local Brokers for the above Company, beg to inform the Public that they will be most happy to supply Prospectuses and furnish all information to intending investors regarding the same. Forms of application for Shares are also to be obtained from bbox=[497, 398, 641, 444]
ad-body: Capital £60,000, in 60,000 Shares of £1 each. Payable as follows: 2s. per Share on application; 2s. per Share on allotment; and calls of not more than 1s. per Share and at intervals of not less than one month. Registered Office of the Company to be at Nelson. 31,000 Shares being already subscribed for, the Company is formed, and in course of registration. bbox=[962, 99, 1100, 152]
price-list-item: ALES (Bottled in pints and quarts) Dog Head, Bull Dog, Griffin's Burke's Sparkling, Ashby's and Tennents. bbox=[962, 611, 1100, 634]
ad-date: Crown Lands Office, Auckland, 28th November, 1883. bbox=[652, 864, 793, 872]
advertisement bbox=[805, 239, 953, 351]
ad-body: WOOL and every other kind of Produce received for Storage or Shipment. Advances made on all kinds of Produce for shipment to London or any Colonial or American Ports. bbox=[962, 400, 1100, 431]
ad-number: 773 bbox=[941, 566, 951, 574]
director-name: Alfred Harley bbox=[962, 204, 998, 212]
ad-line: In 4,000 Shares of £5 each. bbox=[530, 389, 608, 398]
ad-subtitle: LAND DISTRICT OF AUCKLAND. bbox=[674, 615, 774, 623]
ad-number: 91 bbox=[962, 513, 969, 521]
ad-title: HORSE AND CARRIAGE bbox=[812, 90, 946, 101]
ad-line: OF bbox=[564, 692, 574, 701]
price-list-item: SHERRY—A large assortment of first-class Sherries, in good order at very low prices. bbox=[962, 868, 1100, 883]
ad-number: 714 bbox=[941, 226, 951, 234]
price-list-item: GENEVA (J.D.K.Z., in red and green cases)—Key, N.Y. 5 gallon cases. bbox=[962, 762, 1100, 778]
sewing-machine-icon bbox=[814, 736, 944, 856]
ad-number: 767 bbox=[652, 588, 662, 596]
price-list-item: CHAMPAGNE—Pol Rogers, Moet and Chandon, Wachters, Silver top, Perrier and Chateau de Conde. bbox=[962, 702, 1100, 717]
ad-item: Of every conceivable shape. bbox=[687, 157, 761, 165]
ad-item: In satin and silk, plain and fancy. bbox=[681, 104, 767, 112]
ad-line: FOR ONE MONTH ONLY. bbox=[529, 813, 609, 822]
advertisement bbox=[650, 44, 798, 318]
ad-number: 756 bbox=[497, 560, 507, 568]
price-list-item: QUININE WINE. bbox=[962, 830, 1009, 838]
ad-subtitle: SALE OF RUAKITURI BLOCK, WAIROA, NEAR HAWKE'S BAY. bbox=[654, 623, 794, 638]
director-name: R. C. Parker bbox=[962, 219, 994, 227]
advertisement bbox=[495, 573, 643, 666]
ad-item: SOLICITORS. bbox=[1011, 242, 1051, 250]
ad-subtitle: BAZAAR. bbox=[860, 101, 898, 109]
ad-title: EUREKA HOUSE. bbox=[827, 582, 931, 595]
ad-line: SALE OF TOWNSHIP OF KAWHIA. bbox=[514, 885, 624, 894]
ad-signature: H. E. JOHNSTON. bbox=[1050, 506, 1100, 514]
article-paragraph: This closed the case for the defence. bbox=[38, 345, 131, 353]
ad-line: DRAPERY, CLOTHING, BOOTS, bbox=[519, 701, 619, 710]
advertisement bbox=[495, 525, 643, 573]
ad-item: A. D. Bayfeild. bbox=[1011, 265, 1051, 273]
ad-date: Gisborne, December 14th, 1883. bbox=[652, 471, 736, 479]
ad-subtitle: FORWARDING, bbox=[1008, 378, 1054, 386]
ad-title: A. GRAHAM & CO., bbox=[966, 530, 1096, 542]
ad-signature: WM. RATCLIFFE & CO., Brokers, Gisborne. bbox=[522, 443, 641, 451]
ad-body: TENDERS will be received at this office, until 1 p.m. on MONDAY, 24th instant, for the undermentioned works:— B16.—For supplying 850 cubic yards of river gravel. B17.—Protective work, river bank, Kaiteratahi. Plans and specifications may be seen at the office, on and after THURSDAY, 20th instant. bbox=[652, 426, 796, 472]
ad-item: GLOVES bbox=[708, 129, 740, 139]
article-paragraph: With regard to the claim made by the plaintiff for £62, as a balance of £180 alleged to be due in respect of a sale by the plaintiff to the defendant of his share of the Mangatu Block, and services of the plaintiff to the defendant in connection with the sale of the interests of the other persons jointly interested with the plaintiff in the Block, I come, in conclusion I can arrive at is—that the plaintiff was to be paid £90 for his share in the land, and £100 if he succeeded in inducing the whole of the grantees to sell their share. I conclude that the plaintiff at the settlement on the 27th March, 1882, did not object to the settlement on the ground of not receiving or being accounted with for the whole £100, and that he admitted himself entitled on this account to no more than £100. There is much reason for supposing this to have been the original understanding. The amount of the shares was unknown, there having been no sub-division. If the plaintiff could have induced all to sell, a sub-division would have been unnecessary, and moreover, the defendant would have got the whole block without others participating in it. Any other course would have left the matter indefinite. I conclude, therefore, that the plaintiff has been paid all that he could claim for his services, and I also conclude that though the plaintiff practically assented to the deduction of the £8 16s 6d, this is not binding upon him. The deductions give me on what in law bound to submit to. He submitted to it in ignorance of the facts; indeed, as I think, upon a misrepresentation of the facts, and also without consideration. The rest of the settlement of the accounts were satisfactorily proved. I am satisfied that the plaintiff knew that he gave the promissory-note and that it was for a loan. He is entitled to recover, therefore, £8 16s 6d the balance of the purchase money of the plaintiff's share of the land. I cannot dismiss this part of the case without adverting to the culpable conduct of the defendant in the transaction. I see no ground for imputing fraud or dishonest conduct, it may be that he was betrayed by a false position. The fact that the plaintiff is suing to enforce the contract tends to show that, from the facts remain that the defendant, being a solicitor of the Court, and having as it appears relations with the plaintiff, as solicitor, entered into a contract for the purchase of the plaintiff's land, and there is not a scrap of written evidence to show what the terms of the contract were, nor was there any evidence, written or otherwise (except the account given by the plaintiff of the other), as to what the contract was, either for the land or the services of the plaintiff. If an interpreter was engaged he was not examined as a witness in the matter. bbox=[185, 142, 333, 512]
article-paragraph: A discussion here took place as to certain issues in the case, there bring 12—some of which were disposed of. bbox=[185, 1007, 333, 1023]
ad-item: DRESS DEPARTMENT. bbox=[691, 192, 757, 200]
ad-item: DON'T FORGET. bbox=[847, 693, 911, 703]
article-paragraph: Carlew Smith, examined by Mr. Kenny—In the year 1877 he was manager of Graham & Co. Remembered effecting the sale of the Breinghan's farm at Waerenga-a-hika. bbox=[32, 202, 178, 233]
ad-number: 778 bbox=[497, 512, 507, 520]
ad-subtitle: PROPOSED TRANSFER OF INTEREST BY A DEFERRED PAYMENT SELECTOR. bbox=[659, 513, 789, 529]
ad-signature: JOHN WARREN, County Clerk. bbox=[711, 392, 796, 400]
advertisement bbox=[650, 602, 798, 893]
director-name: Moss Davis bbox=[1069, 212, 1100, 220]
article-paragraph: from time to time, both before and after the defendants, Rees, DeLautour, and Wi Pere had admitted that they were agents for the Native Land Settlement Co. The first ground, therefore, of the application to set aside the deed was that the owners of the Paremata Block had been by the fraudulent representations of the defendant's induced to sign the said deed. The second ground was that certain promises made by the said defendants Rees, DeLautour, and Wi Pere, as agents of the Company, were never fulfilled. The third ground was that the consideration (£900) stated in the deed had never been paid. The fourth ground was that the sale for freehold tenure granted to the company by the Native Land Court had been obtained by the defendant's by means of fraudulent misrepresentation. The company had been formed for the purpose of carrying out important transactions, and the basis of its operations was not to be disputed in any way. The principal element in its acquisition of Native land was that the Native owners gave up their land to the company, the latter being required to reconvey it for purchase-money in buying scrip. The learned counsel then proceeded to explain to the jury the provisions of the Native Land Acts in force for regulating the acquisition of Native land, as well as the common law of England bearing upon the purchase of real estate, and contended that in the present case the defendants had not complied with the one or the other. The first witness called was— bbox=[340, 44, 488, 248]
ad-title: V. R. bbox=[556, 875, 582, 886]
advertisement bbox=[805, 579, 953, 943]
director-row bbox=[962, 212, 1100, 220]
ad-title: PROSPECTUS bbox=[986, 48, 1076, 59]
ad-body: LOST, a Dark Brown Gelding, branded LU near shoulder, both hind feet white, blaze down face. The above reward will be paid to anyone returning the same to me. A further reward of £5 will be paid to anyone who will give such information as will lead to the conviction of the person who, on Friday last, broke down my fence and took the said horse out of my paddock. bbox=[497, 586, 641, 646]
advertisement bbox=[805, 350, 953, 454]
director-name: B. Franzen bbox=[1071, 182, 1100, 190]
column-4 bbox=[495, 44, 643, 1449]
advertisement bbox=[495, 347, 643, 463]
ad-title: NEW ZEALAND TOBACCO GROWING AND MANUFACTURING COMPANY (LIMITED). bbox=[497, 351, 641, 380]
director-row bbox=[962, 190, 1100, 198]
ad-name: WILLIAM ADAIR bbox=[670, 65, 778, 80]
director-name: D. Johnston bbox=[1069, 189, 1100, 197]
